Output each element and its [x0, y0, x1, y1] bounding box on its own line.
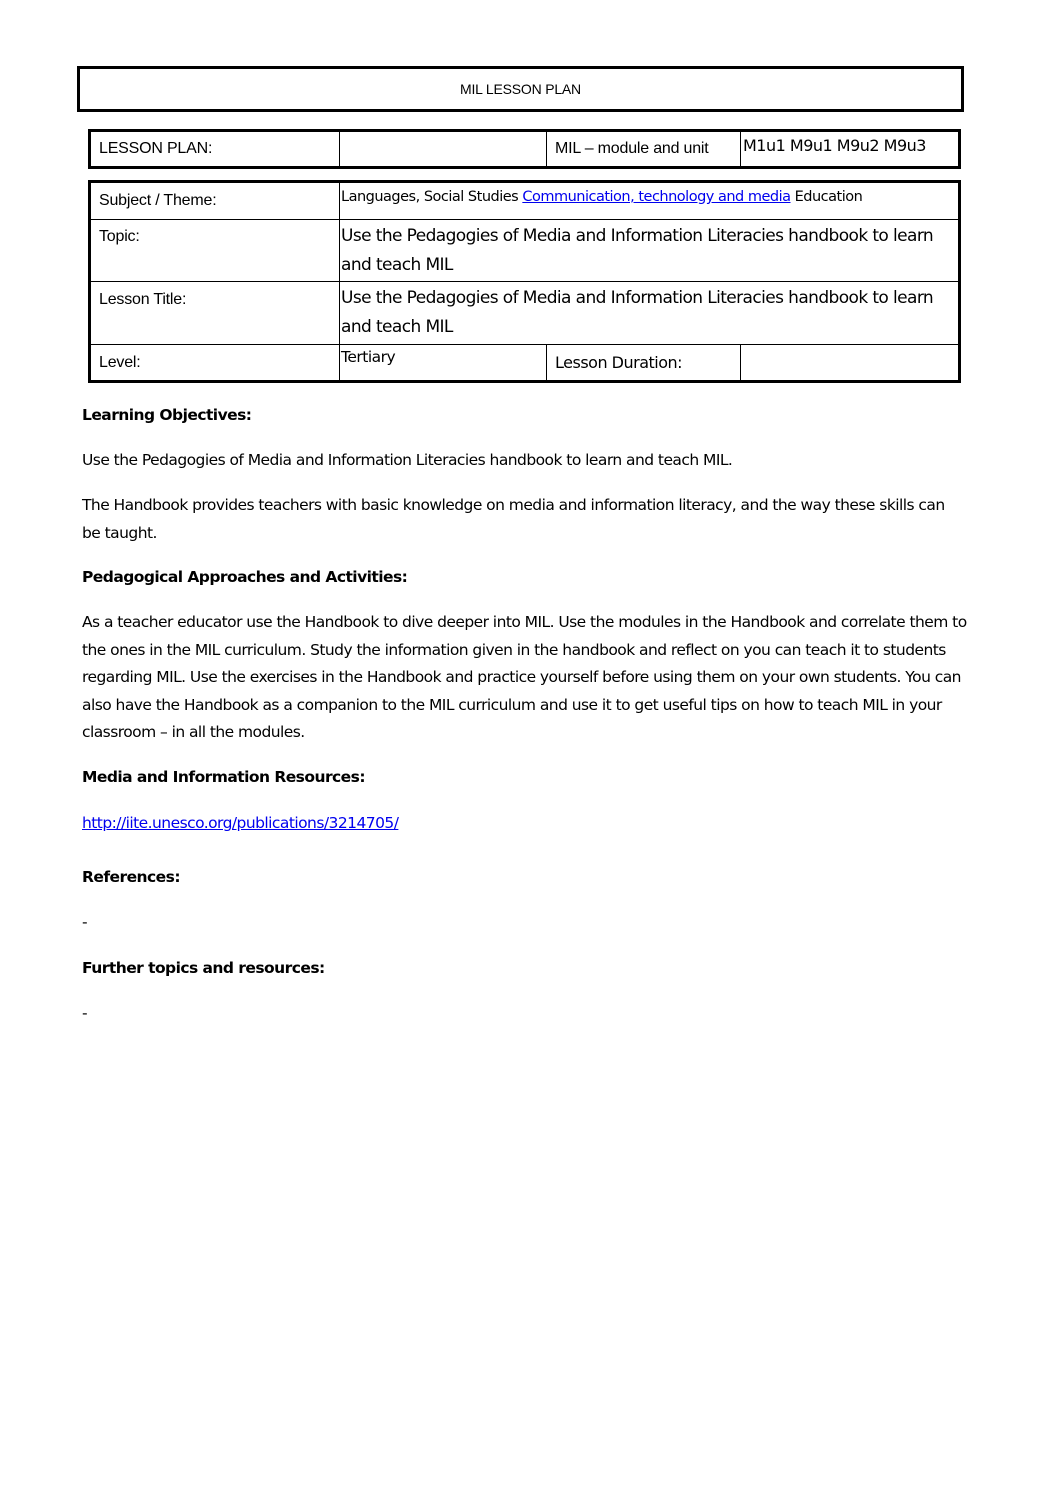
level-row — [90, 345, 960, 382]
subject-label: Subject / Theme: — [90, 182, 340, 220]
resources-heading: Media and Information Resources: — [82, 768, 365, 786]
topic-row — [90, 220, 960, 282]
duration-label: Lesson Duration: — [547, 345, 741, 382]
document-title: MIL LESSON PLAN — [460, 81, 581, 97]
objectives-paragraph-2: The Handbook provides teachers with basic knowledge on media and information literacy, and the way these skills can be taught. — [82, 496, 945, 542]
header-row — [90, 131, 960, 168]
objectives-heading: Learning Objectives: — [82, 406, 252, 424]
resources-link[interactable]: http://iite.unesco.org/publications/3214705/ — [82, 814, 399, 832]
module-unit-label: MIL – module and unit — [547, 131, 741, 168]
lesson-title-label: Lesson Title: — [90, 282, 340, 345]
duration-value — [741, 345, 960, 382]
lesson-title-row — [90, 282, 960, 345]
level-value: Tertiary — [340, 345, 547, 382]
further-value: - — [82, 1004, 88, 1022]
subject-prefix: Languages, Social Studies — [341, 189, 523, 205]
level-label: Level: — [90, 345, 340, 382]
lesson-title-value: Use the Pedagogies of Media and Information Literacies handbook to learn and teach MIL — [340, 282, 960, 345]
approaches-heading: Pedagogical Approaches and Activities: — [82, 568, 408, 586]
further-heading: Further topics and resources: — [82, 959, 325, 977]
topic-value: Use the Pedagogies of Media and Information Literacies handbook to learn and teach MIL — [340, 220, 960, 282]
module-unit-value: M1u1 M9u1 M9u2 M9u3 — [741, 131, 960, 168]
info-table — [88, 180, 961, 383]
header-table — [88, 129, 961, 169]
approaches-paragraph: As a teacher educator use the Handbook to dive deeper into MIL. Use the modules in the Handbook and correlate them to the ones in the MIL curriculum. Study the information given in the handbook and reflect on you can teach it to students regarding MIL. Use the exercises in the Handbook and practice yourself before using them on your own students. You can also have the Handbook as a companion to the MIL curriculum and use it to get useful tips on how to teach MIL in your classroom – in all the modules. — [82, 613, 967, 741]
references-value: - — [82, 913, 88, 931]
subject-value — [340, 182, 960, 220]
subject-link[interactable]: Communication, technology and media — [522, 189, 791, 205]
lesson-plan-label: LESSON PLAN: — [90, 131, 340, 168]
topic-label: Topic: — [90, 220, 340, 282]
document-title-box — [77, 66, 964, 112]
subject-row — [90, 182, 960, 220]
lesson-plan-value — [340, 131, 547, 168]
subject-suffix: Education — [790, 189, 863, 205]
resources-link-line — [82, 810, 962, 838]
objectives-paragraph-1: Use the Pedagogies of Media and Information Literacies handbook to learn and teach MIL. — [82, 451, 733, 469]
references-heading: References: — [82, 868, 180, 886]
